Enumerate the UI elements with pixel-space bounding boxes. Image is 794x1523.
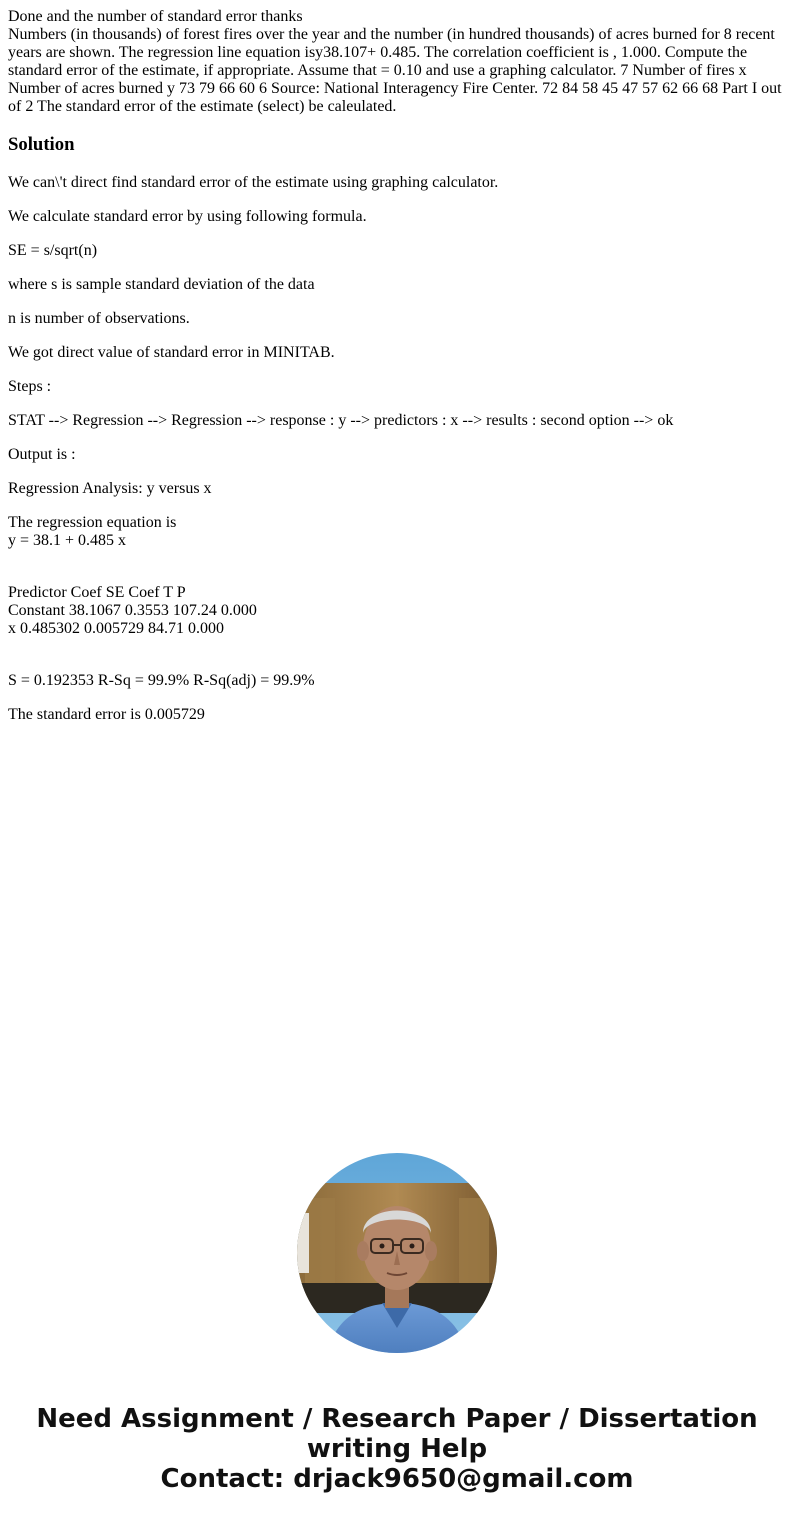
- output-title: Regression Analysis: y versus x: [8, 480, 212, 497]
- footer-line: writing Help: [306, 1434, 488, 1464]
- regression-equation-value: y = 38.1 + 0.485 x: [8, 532, 127, 549]
- document-content: [8, 8, 786, 740]
- solution-line: We can\'t direct find standard error of the estimate using graphing calculator.: [8, 174, 499, 191]
- footer-line: Need Assignment / Research Paper / Dissertation: [36, 1404, 758, 1434]
- table-row: x 0.485302 0.005729 84.71 0.000: [8, 620, 224, 637]
- solution-line: We got direct value of standard error in MINITAB.: [8, 344, 335, 361]
- solution-line: We calculate standard error by using following formula.: [8, 208, 367, 225]
- regression-equation: [8, 514, 786, 568]
- model-summary: S = 0.192353 R-Sq = 99.9% R-Sq(adj) = 99.9%: [8, 672, 315, 689]
- table-header: Predictor Coef SE Coef T P: [8, 584, 186, 601]
- solution-line: n is number of observations.: [8, 310, 190, 327]
- solution-line: where s is sample standard deviation of the data: [8, 276, 315, 293]
- footer-banner: [0, 1404, 794, 1494]
- steps-label: Steps :: [8, 378, 52, 395]
- spacer: [8, 550, 12, 567]
- contact-line: Contact: drjack9650@gmail.com: [160, 1464, 634, 1494]
- avatar: [297, 1153, 497, 1353]
- spacer: [8, 638, 12, 655]
- question-section: [8, 8, 786, 116]
- table-row: Constant 38.1067 0.3553 107.24 0.000: [8, 602, 257, 619]
- regression-equation-label: The regression equation is: [8, 514, 177, 531]
- conclusion: The standard error is 0.005729: [8, 706, 205, 723]
- solution-section: [8, 174, 786, 724]
- question-title: Done and the number of standard error thanks: [8, 8, 303, 25]
- steps-text: STAT --> Regression --> Regression --> response : y --> predictors : x --> results : second option --> ok: [8, 412, 674, 429]
- avatar-portrait: [297, 1153, 497, 1353]
- formula: SE = s/sqrt(n): [8, 242, 98, 259]
- solution-heading: Solution: [8, 134, 75, 155]
- coefficient-table: [8, 584, 786, 656]
- output-label: Output is :: [8, 446, 76, 463]
- question-body: Numbers (in thousands) of forest fires over the year and the number (in hundred thousands) of acres burned for 8 recent years are shown. The regression line equation isy38.107+ 0.485. The correlation coefficient is , 1.000. Compute the standard error of the estimate, if appropriate. Assume that = 0.10 and use a graphing calculator. 7 Number of fires x Number of acres burned y 73 79 66 60 6 Source: National Interagency Fire Center. 72 84 58 45 47 57 62 66 68 Part I out of 2 The standard error of the estimate (select) be caleulated.: [8, 26, 782, 115]
